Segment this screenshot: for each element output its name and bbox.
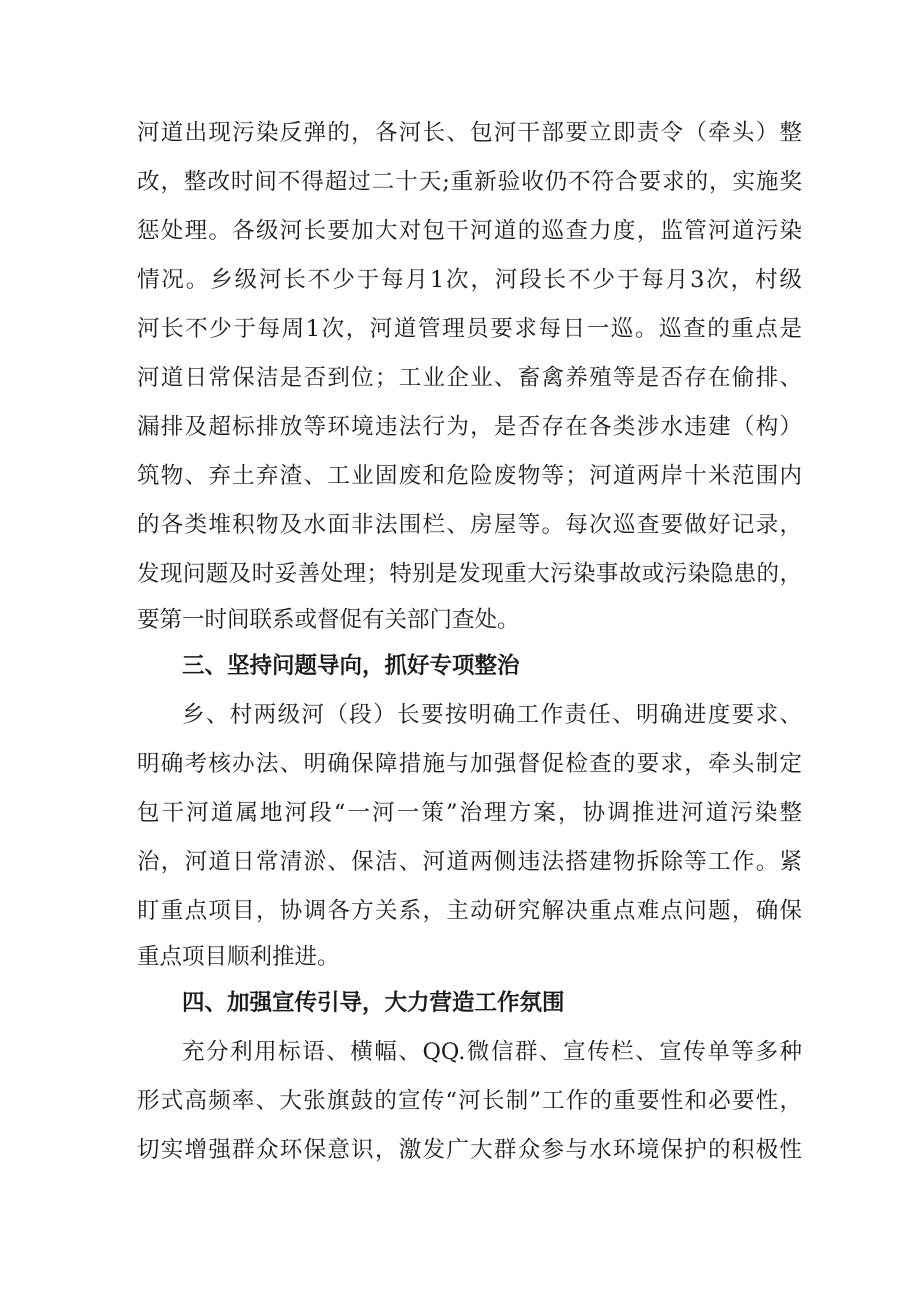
section-3-line-4: 治，河道日常清淤、保洁、河道两侧违法搭建物拆除等工作。紧 (137, 849, 802, 875)
paragraph-1-line-7: 漏排及超标排放等环境违法行为，是否存在各类涉水违建（构） (137, 414, 802, 440)
paragraph-1-line-8: 筑物、弃土弃渣、工业固废和危险废物等；河道两岸十米范围内 (137, 463, 802, 489)
section-4-line-1: 充分利用标语、横幅、QQ.微信群、宣传栏、宣传单等多种 (182, 1039, 802, 1065)
section-3-line-1: 乡、村两级河（段）长要按明确工作责任、明确进度要求、 (182, 702, 802, 728)
section-3-line-6: 重点项目顺利推进。 (137, 944, 340, 970)
section-3-line-2: 明确考核办法、明确保障措施与加强督促检查的要求，牵头制定 (137, 751, 802, 777)
section-3-line-5: 盯重点项目，协调各方关系，主动研究解决重点难点问题，确保 (137, 898, 802, 924)
paragraph-1-line-4: 情况。乡级河长不少于每月1次，河段长不少于每月3次，村级 (137, 267, 802, 293)
paragraph-1-line-10: 发现问题及时妥善处理；特别是发现重大污染事故或污染隐患的， (137, 561, 802, 587)
paragraph-1-line-11: 要第一时间联系或督促有关部门查处。 (137, 607, 520, 633)
section-3-line-3: 包干河道属地河段“一河一策”治理方案，协调推进河道污染整 (137, 800, 802, 826)
paragraph-1-line-1: 河道出现污染反弹的，各河长、包河干部要立即责令（牵头）整 (137, 120, 802, 146)
paragraph-1-line-6: 河道日常保洁是否到位；工业企业、畜禽养殖等是否存在偷排、 (137, 365, 802, 391)
paragraph-1-line-3: 惩处理。各级河长要加大对包干河道的巡查力度，监管河道污染 (137, 218, 802, 244)
section-3-heading: 三、坚持问题导向，抓好专项整治 (182, 653, 520, 679)
paragraph-1-line-9: 的各类堆积物及水面非法围栏、房屋等。每次巡查要做好记录， (137, 512, 802, 538)
section-4-line-3: 切实增强群众环保意识，激发广大群众参与水环境保护的积极性 (137, 1137, 802, 1163)
section-4-heading: 四、加强宣传引导，大力营造工作氛围 (182, 990, 565, 1016)
paragraph-1-line-5: 河长不少于每周1次，河道管理员要求每日一巡。巡查的重点是 (137, 316, 802, 342)
section-4-line-2: 形式高频率、大张旗鼓的宣传“河长制”工作的重要性和必要性， (137, 1088, 802, 1114)
paragraph-1-line-2: 改，整改时间不得超过二十天;重新验收仍不符合要求的，实施奖 (137, 169, 802, 195)
